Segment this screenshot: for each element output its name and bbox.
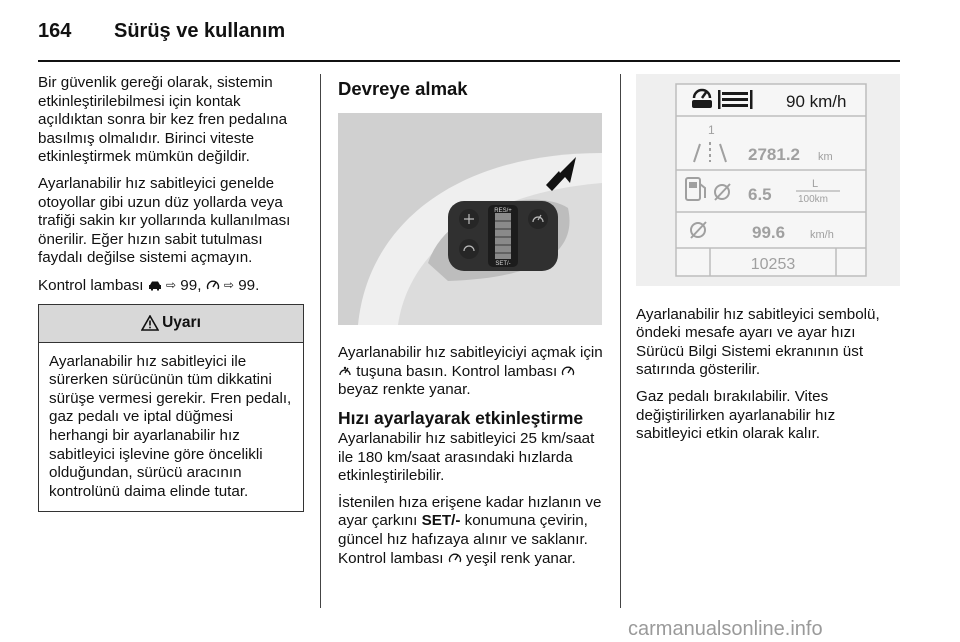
page-ref: 99.: [238, 276, 260, 294]
control-lamp-reference: [38, 276, 304, 296]
paragraph: Gaz pedalı bırakılabilir. Vites değiştirilirken ayarlanabilir hız sabitleyici etkin olarak kalır.: [636, 387, 836, 443]
column-right: [636, 74, 900, 452]
column-divider: [620, 74, 621, 608]
text-run: beyaz renkte yanar.: [338, 381, 471, 399]
paragraph: Bir güvenlik gereği olarak, sistemin etkinleştirilebilmesi için kontak açıldıktan sonra bir kez fren pedalına basılmış olmalıdır. Birinci viteste etkinleştirmek mümkün değildir.: [38, 74, 288, 166]
fuel-unit-top: L: [812, 178, 819, 190]
res-label: RES/+: [494, 207, 512, 214]
set-label-bold: SET/-: [421, 512, 461, 530]
text-run: konumuna çevirin, güncel hız hafızaya alınır ve saklanır. Kontrol lambası: [338, 512, 588, 567]
watermark: carmanualsonline.info: [628, 618, 823, 640]
header-rule: [38, 60, 900, 62]
page-title: Sürüş ve kullanım: [114, 20, 286, 42]
cruise-control-icon: [206, 279, 220, 291]
cruise-control-button-icon: [338, 365, 352, 377]
avg-speed-value: 99.6: [752, 223, 786, 242]
page-ref: 99,: [180, 276, 202, 294]
column-divider: [320, 74, 321, 608]
driver-info-display-image: [636, 74, 900, 286]
steering-wheel-image: [338, 113, 602, 325]
page-reference-icon: ⇨: [223, 277, 234, 292]
set-speed-paragraph: [338, 494, 604, 568]
page-header: [38, 14, 900, 54]
page-reference-icon: ⇨: [166, 277, 177, 292]
warning-triangle-icon: [141, 315, 159, 331]
trip-unit: km: [818, 151, 833, 163]
car-icon: [148, 280, 162, 291]
text-run: Ayarlanabilir hız sabitleyiciyi açmak için: [338, 344, 603, 362]
fuel-value: 6.5: [748, 185, 772, 204]
text-run: yeşil renk yanar.: [466, 549, 576, 567]
column-middle: [338, 74, 604, 576]
text-run: tuşuna basın. Kontrol lambası: [356, 362, 558, 380]
trip-label: 1: [708, 123, 715, 137]
paragraph: Ayarlanabilir hız sabitleyici sembolü, öndeki mesafe ayarı ve ayar hızı Sürücü Bilgi Sistemi ekranının üst satırında gösterilir.: [636, 305, 880, 379]
text-run: İstenilen hıza erişene kadar hızlanın ve ayar çarkını: [338, 493, 602, 530]
reference-prefix: Kontrol lambası: [38, 276, 144, 294]
set-label: SET/-: [495, 260, 511, 267]
cruise-control-icon: [561, 365, 575, 377]
page-number: 164: [38, 20, 72, 42]
column-left: [38, 74, 304, 512]
warning-header: [39, 305, 303, 343]
trip-value: 2781.2: [748, 145, 800, 164]
odometer: 10253: [750, 256, 796, 273]
fuel-unit-bottom: 100km: [798, 194, 829, 205]
warning-title: Uyarı: [162, 313, 201, 331]
paragraph: Ayarlanabilir hız sabitleyici 25 km/saat ile 180 km/saat arasındaki hızlarda etkinleştirilebilir.: [338, 429, 595, 485]
set-speed: 90 km/h: [786, 92, 847, 111]
subsection-title: Hızı ayarlayarak etkinleştirme: [338, 407, 584, 428]
cruise-control-icon: [448, 552, 462, 564]
warning-box: [38, 304, 304, 513]
distance-bars-icon: [718, 90, 753, 109]
warning-body: Ayarlanabilir hız sabitleyici ile sürerken sürücünün tüm dikkatini sürüşe vermesi gerekir. Fren pedalı, gaz pedalı ve iptal düğmesi herhangi bir ayarlanabilir hız sabitleyici işlevine göre öncelikli olduğundan, sürücü aracının kontrolünü daima elinde tutar.: [49, 352, 292, 500]
activation-paragraph: [338, 344, 604, 400]
avg-speed-unit: km/h: [810, 229, 834, 241]
section-title: Devreye almak: [338, 78, 468, 99]
paragraph: Ayarlanabilir hız sabitleyici genelde otoyollar gibi uzun düz yollarda veya trafiği sakin kır yollarında kullanılması önerilir. Eğer hızın sabit tutulması faydalı değilse sistemi açmayın.: [38, 174, 291, 267]
